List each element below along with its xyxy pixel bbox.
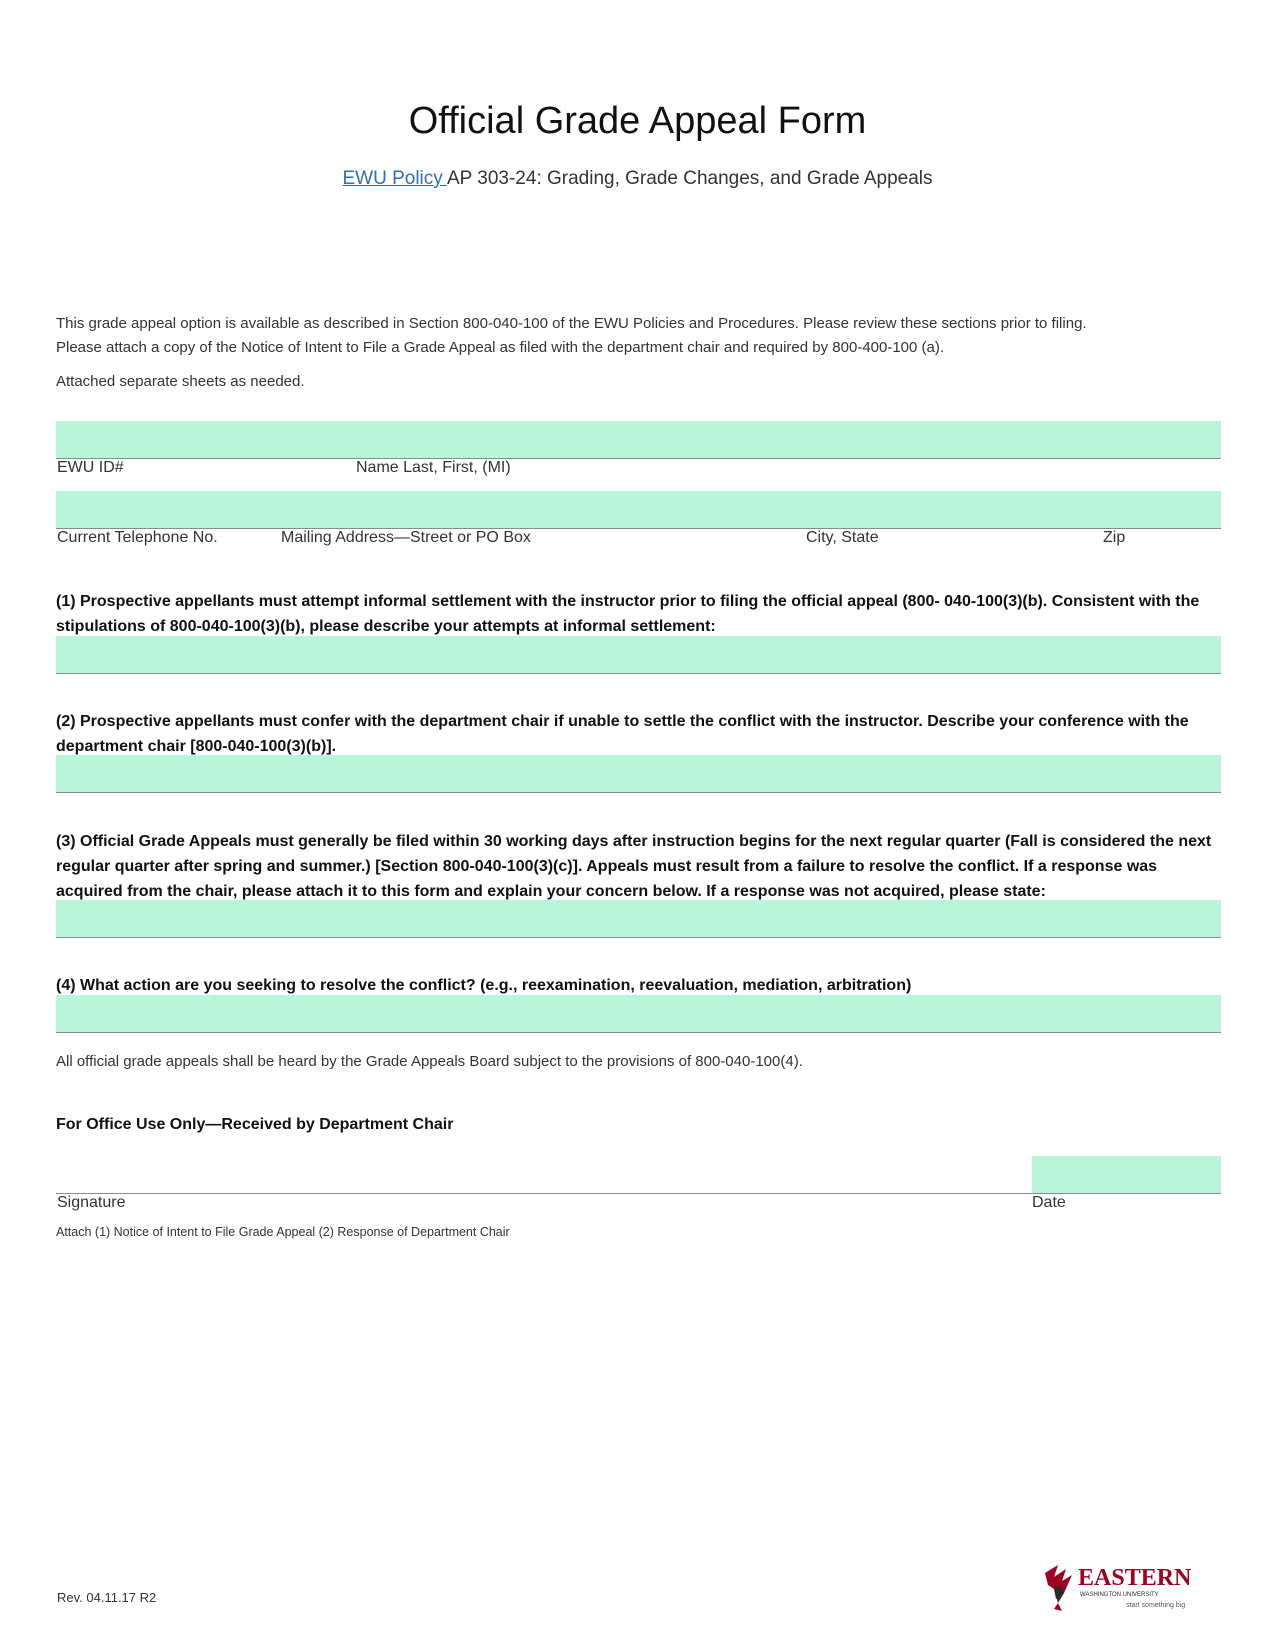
answer-2-field[interactable]: [56, 755, 1221, 793]
office-use-heading: For Office Use Only—Received by Department Chair: [56, 1116, 454, 1133]
eastern-washington-university-logo: [1040, 1555, 1210, 1615]
form-title: Official Grade Appeal Form: [408, 100, 867, 142]
policy-subtitle: [0, 168, 1275, 190]
question-2: (2) Prospective appellants must confer with the department chair if unable to settle the conflict with the instructor. Describe your conference with the department chair [800-040-100(3)(b)].: [56, 713, 1189, 755]
answer-1-field[interactable]: [56, 636, 1221, 674]
policy-reference: AP 303-24: Grading, Grade Changes, and Grade Appeals: [447, 168, 933, 189]
id-name-field[interactable]: [56, 421, 1221, 459]
ewu-id-label: EWU ID#: [57, 459, 124, 476]
question-3: (3) Official Grade Appeals must generally be filed within 30 working days after instruction begins for the next regular quarter (Fall is considered the next regular quarter after spring and summer.) [Section 800-040-100(3)(c)]. Appeals must result from a failure to resolve the conflict. If a response was acquired from the chair, please attach it to this form and explain your concern below. If a response was not acquired, please state:: [56, 833, 1212, 900]
date-field[interactable]: [1032, 1156, 1221, 1194]
intro-line-2: Please attach a copy of the Notice of Intent to File a Grade Appeal as filed with the department chair and required by 800-400-100 (a).: [56, 339, 945, 356]
phone-label: Current Telephone No.: [57, 529, 218, 546]
eagle-icon: [1040, 1555, 1210, 1615]
attachment-note: Attach (1) Notice of Intent to File Grade Appeal (2) Response of Department Chair: [56, 1225, 510, 1239]
city-state-label: City, State: [806, 529, 879, 546]
zip-label: Zip: [1103, 529, 1126, 546]
revision-label: Rev. 04.11.17 R2: [57, 1590, 157, 1605]
address-label: Mailing Address—Street or PO Box: [281, 529, 531, 546]
question-1: (1) Prospective appellants must attempt informal settlement with the instructor prior to filing the official appeal (800- 040-100(3)(b). Consistent with the stipulations of 800-040-100(3)(b), please describe your attempts at informal settlement:: [56, 593, 1200, 635]
answer-4-field[interactable]: [56, 995, 1221, 1033]
appeals-board-note: All official grade appeals shall be heard by the Grade Appeals Board subject to the provisions of 800-040-100(4).: [56, 1053, 803, 1070]
question-4: (4) What action are you seeking to resolve the conflict? (e.g., reexamination, reevaluation, mediation, arbitration): [56, 977, 912, 994]
signature-label: Signature: [57, 1194, 126, 1211]
date-label: Date: [1032, 1194, 1066, 1211]
contact-address-field[interactable]: [56, 491, 1221, 529]
intro-line-1: This grade appeal option is available as described in Section 800-040-100 of the EWU Policies and Procedures. Please review these sections prior to filing.: [56, 315, 1087, 332]
answer-3-field[interactable]: [56, 900, 1221, 938]
logo-wordmark: EASTERN: [1078, 1565, 1192, 1591]
name-label: Name Last, First, (MI): [356, 459, 511, 476]
logo-tagline: start something big: [1126, 1602, 1186, 1609]
ewu-policy-link[interactable]: EWU Policy: [342, 168, 447, 189]
intro-line-3: Attached separate sheets as needed.: [56, 373, 305, 390]
logo-subtext: WASHINGTON UNIVERSITY: [1080, 1592, 1159, 1598]
